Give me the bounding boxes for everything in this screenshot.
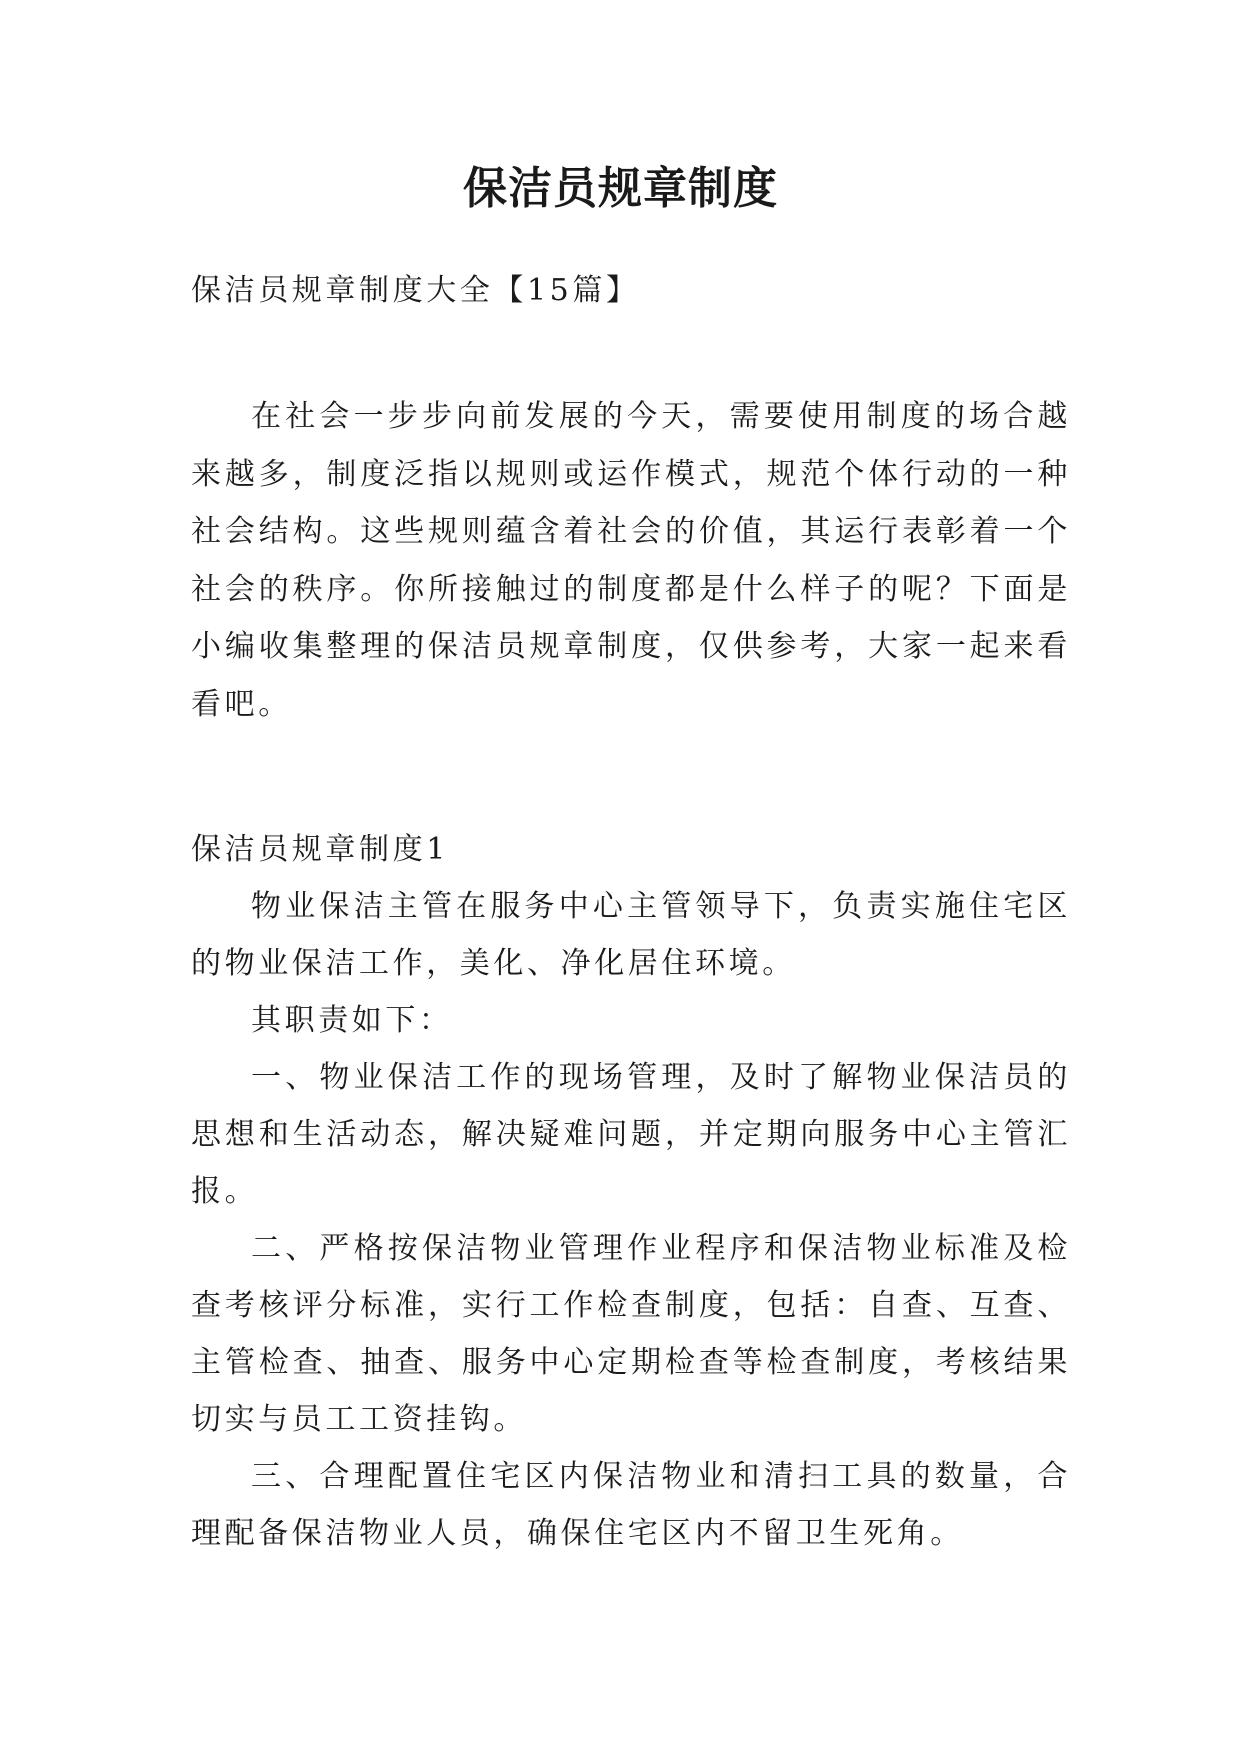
body-paragraph: 二、严格按保洁物业管理作业程序和保洁物业标准及检查考核评分标准，实行工作检查制度，包括：自查、互查、主管检查、抽查、服务中心定期检查等检查制度，考核结果切实与员工工资挂钩。: [191, 1230, 1071, 1437]
body-paragraph: 其职责如下：: [251, 1002, 453, 1038]
document-body: [191, 262, 1071, 1562]
body-paragraph: 三、合理配置住宅区内保洁物业和清扫工具的数量，合理配备保洁物业人员，确保住宅区内不留卫生死角。: [191, 1458, 1071, 1551]
body-paragraph: 物业保洁主管在服务中心主管领导下，负责实施住宅区的物业保洁工作，美化、净化居住环境。: [191, 888, 1071, 981]
body-paragraph: 一、物业保洁工作的现场管理，及时了解物业保洁员的思想和生活动态，解决疑难问题，并定期向服务中心主管汇报。: [191, 1059, 1071, 1209]
intro-paragraph: 在社会一步步向前发展的今天，需要使用制度的场合越来越多，制度泛指以规则或运作模式，规范个体行动的一种社会结构。这些规则蕴含着社会的价值，其运行表彰着一个社会的秩序。你所接触过的制度都是什么样子的呢？下面是小编收集整理的保洁员规章制度，仅供参考，大家一起来看看吧。: [191, 399, 1071, 722]
section-heading: 保洁员规章制度1: [191, 831, 449, 867]
document-subtitle: 保洁员规章制度大全【15篇】: [191, 273, 640, 308]
document-title: 保洁员规章制度: [463, 163, 778, 214]
